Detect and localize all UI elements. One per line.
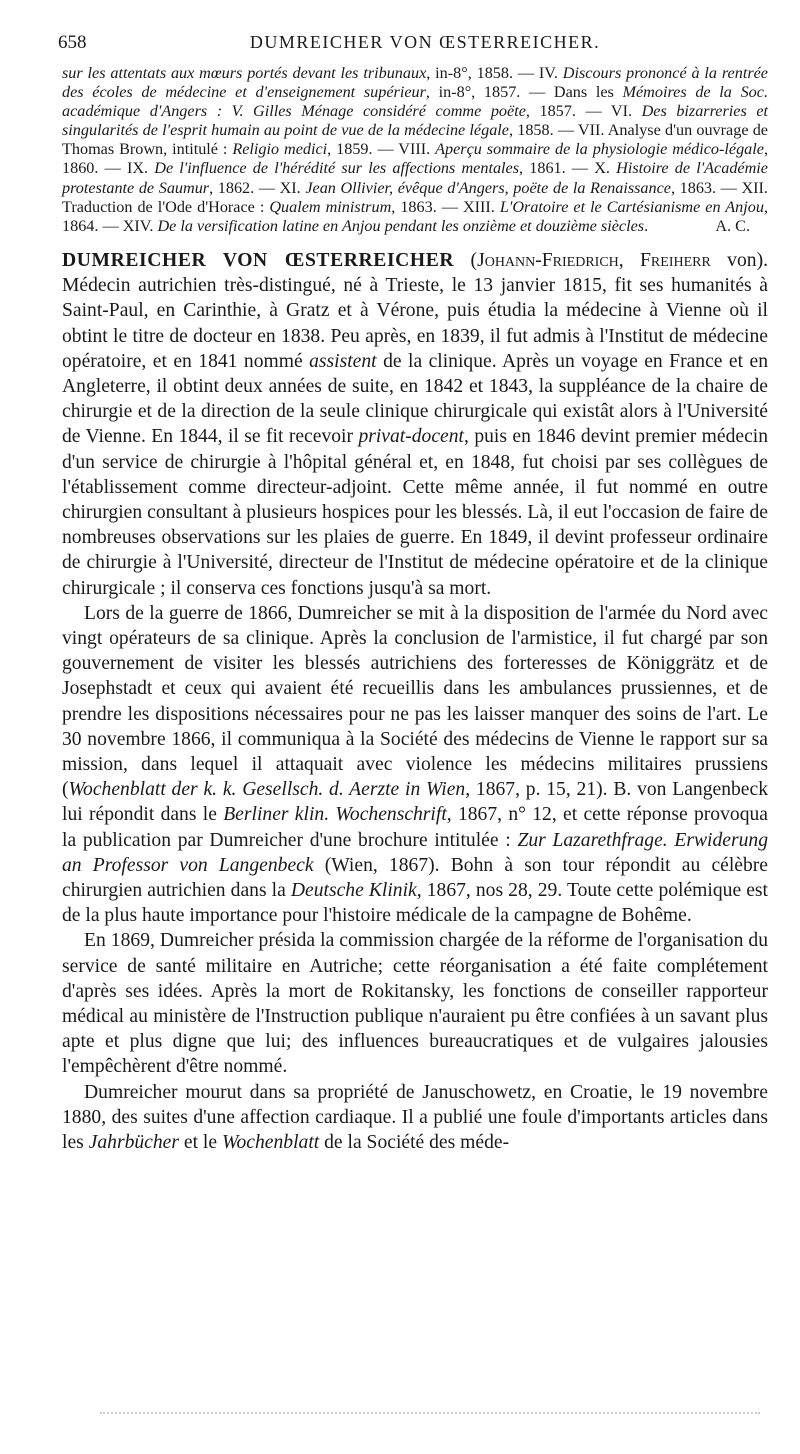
title-italic: Discours prononcé à la rentrée des écoles de médecine et d'enseignement supérieur [62,64,768,102]
title-italic: Jean Ollivier, évêque d'Angers, poëte de la Renaissance [305,178,671,197]
running-head: DUMREICHER VON ŒSTERREICHER. [249,32,601,52]
text: , 1863. — XIII. [391,197,500,216]
text: , in-8°, 1858. — IV. [426,64,563,82]
title-italic: Religio medici [232,140,328,159]
entry-paragraph-2 [62,601,768,929]
page-bottom-bleed [100,1412,760,1414]
text: , 1867, n° 12, et cette réponse provoqua la publication par Dumreicher d'une brochure intitulée : [62,804,768,851]
citation-italic: Deutsche Klinik [290,880,417,902]
text: , 1857. — VI. [525,102,642,121]
text: , 1859. — VIII. [327,140,436,159]
citation-italic: Wochenblatt [221,1132,320,1154]
title-italic: Mémoires de la Soc. académique d'Angers : V. Gilles Ménage considéré comme poëte [62,83,768,121]
title-italic: Aperçu sommaire de la physiologie médico-légale [435,140,764,159]
text: de la Société des méde- [319,1132,510,1154]
text: Lors de la guerre de 1866, Dumreicher se mit à la disposition de l'armée du Nord avec vingt opérateurs de sa clinique. Après la conclusion de l'armistice, il fut chargé par son gouvernement de visiter les blessés autrichiens des forteresses de Königgrätz et de Josephstadt et ceux qui avaient été recueillis dans les ambulances prussiennes, et de prendre les dispositions nécessaires pour ne pas les laisser manquer des soins de l'art. Le 30 novembre 1866, il communiqua à la Société des médecins de Vienne le rapport sur sa mission, dans lequel il attaquait avec violence les médecins militaires prussiens ( [62,602,768,801]
title-italic: L'Oratoire et le Cartésianisme en Anjou [499,197,764,216]
text: , 1864. — XIV. [62,197,768,235]
text: , 1863. — XII. Traduction de l'Ode d'Horace : [62,178,768,216]
title-italic: Des bizarreries et singularités de l'esprit humain au point de vue de la médecine légale [62,102,768,140]
text: . [644,216,649,235]
text: , 1860. — IX. [62,140,768,178]
title-italic: sur les attentats aux mœurs portés devant les tribunaux [62,64,427,82]
page-number: 658 [58,32,87,53]
term-italic: privat-docent [358,426,464,448]
term-italic: assistent [309,350,377,372]
entry-name-open: ( [454,249,478,271]
author-signature: A. C. [715,216,750,235]
text: (Wien, 1867). Bohn à son tour répondit au célèbre chirurgien autrichien dans la [62,854,768,902]
title-italic: De la versification latine en Anjou pendant les onzième et douzième siècles [157,216,645,235]
text: , 1862. — XI. [209,178,306,197]
text: Médecin autrichien très-distingué, né à Trieste, le 13 janvier 1815, fit ses humanités à Saint-Paul, en Carinthie, à Gratz et à Vérone, puis étudia la médecine à Vienne où il obtint le titre de docteur en 1838. Peu après, en 1839, il fut admis à l'Institut de médecine opératoire, et en 1841 nommé [62,275,768,372]
entry-paragraph-4 [62,1080,768,1156]
citation-italic: Berliner klin. Wochenschrift [223,804,447,826]
citation-italic: Zur Lazarethfrage. Erwiderung an Professor von Langenbeck [62,829,768,876]
citation-italic: Wochenblatt der k. k. Gesellsch. d. Aerzte in Wien [68,779,466,801]
text: de la clinique. Après un voyage en France et en Angleterre, il obtint deux années de suite, en 1842 et 1843, la suppléance de la chaire de chirurgie et de la direction de la seule clinique chirurgicale qui existât alors à l'Université de Vienne. En 1844, il se fit recevoir [62,350,768,448]
entry-paragraph-1 [62,248,768,601]
text: , puis en 1846 devint premier médecin d'un service de chirurgie à l'hôpital général et, en 1848, fut choisi par ses collègues de l'établissement comme directeur-adjoint. Cette même année, il fut nommé en outre chirurgien consultant à plusieurs hospices pour les blessés. Là, il eut l'occasion de faire de nombreuses observations sur les plaies de guerre. En 1849, il devint professeur ordinaire de chirurgie à l'Université, directeur de l'Institut de médecine opératoire et de la clinique chirurgicale ; il conserva ces fonctions jusqu'à sa mort. [62,426,769,599]
title-italic: Histoire de l'Académie protestante de Saumur [62,159,768,197]
page-header [58,30,768,60]
text: , in-8°, 1857. — Dans les [425,83,623,102]
text: , 1858. — VII. Analyse d'un ouvrage de Thomas Brown, intitulé : [62,121,768,159]
text: Dumreicher mourut dans sa propriété de Januschowetz, en Croatie, le 19 novembre 1880, des suites d'une affection cardiaque. Il a publié une foule d'importants articles dans les [62,1081,768,1154]
entry-headword: DUMREICHER VON ŒSTERREICHER [62,249,455,271]
page [58,30,769,1155]
text: , 1867, nos 28, 29. Toute cette polémique est de la plus haute importance pour l'histoire médicale de la campagne de Bohême. [62,880,768,927]
entry-given-names: Johann-Friedrich, Freiherr [477,249,711,271]
previous-entry-bibliography [62,64,768,236]
entry-name-close: von). [710,249,768,271]
title-italic: De l'influence de l'hérédité sur les affections mentales [154,159,520,178]
title-italic: Qualem ministrum [269,197,392,216]
entry-paragraph-3: En 1869, Dumreicher présida la commission chargée de la réforme de l'organisation du service de santé militaire en Autriche; cette réorganisation a été faite complétement d'après ses idées. Après la mort de Rokitansky, les fonctions de conseiller rapporteur médical au ministère de l'Instruction publique n'auraient pu être confiées à un savant plus apte et plus digne que lui; des influences bureaucratiques et de vulgaires jalousies l'empêchèrent d'être nommé. [62,930,768,1078]
text: , 1867, p. 15, 21). B. von Langenbeck lui répondit dans le [62,779,769,826]
citation-italic: Jahrbücher [88,1132,179,1154]
text: et le [179,1132,222,1154]
text: , 1861. — X. [519,159,617,178]
